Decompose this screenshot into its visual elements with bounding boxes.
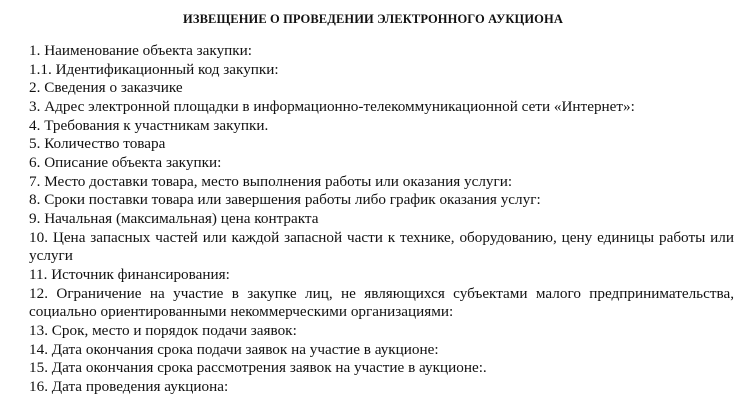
list-item-7: 7. Место доставки товара, место выполнения работы или оказания услуги: xyxy=(29,172,513,190)
list-item-1-1: 1.1. Идентификационный код закупки: xyxy=(29,60,279,78)
list-item-5: 5. Количество товара xyxy=(29,135,166,153)
list-item-13: 13. Срок, место и порядок подачи заявок: xyxy=(29,321,297,339)
list-item-16: 16. Дата проведения аукциона: xyxy=(29,377,229,395)
list-item-3: 3. Адрес электронной площадки в информационно-телекоммуникационной сети «Интернет»: xyxy=(29,97,635,115)
list-item-6: 6. Описание объекта закупки: xyxy=(29,153,222,171)
list-item-4: 4. Требования к участникам закупки. xyxy=(29,116,269,134)
list-item-8: 8. Сроки поставки товара или завершения работы либо график оказания услуг: xyxy=(29,191,541,209)
notice-item-list xyxy=(29,42,734,396)
list-item-2: 2. Сведения о заказчике xyxy=(29,79,183,97)
list-item-15: 15. Дата окончания срока рассмотрения заявок на участие в аукционе:. xyxy=(29,359,487,377)
list-item-11: 11. Источник финансирования: xyxy=(29,265,230,283)
document-title: ИЗВЕЩЕНИЕ О ПРОВЕДЕНИИ ЭЛЕКТРОННОГО АУКЦИОНА xyxy=(183,12,563,26)
list-item-1: 1. Наименование объекта закупки: xyxy=(29,42,253,59)
list-item-12: 12. Ограничение на участие в закупке лиц, не являющихся субъектами малого предпринимательства, социально ориентированными некоммерческими организациями: xyxy=(29,284,734,321)
list-item-9: 9. Начальная (максимальная) цена контракта xyxy=(29,209,319,227)
list-item-14: 14. Дата окончания срока подачи заявок на участие в аукционе: xyxy=(29,340,439,358)
list-item-10: 10. Цена запасных частей или каждой запасной части к технике, оборудованию, цену единицы работы или услуги xyxy=(29,228,734,265)
